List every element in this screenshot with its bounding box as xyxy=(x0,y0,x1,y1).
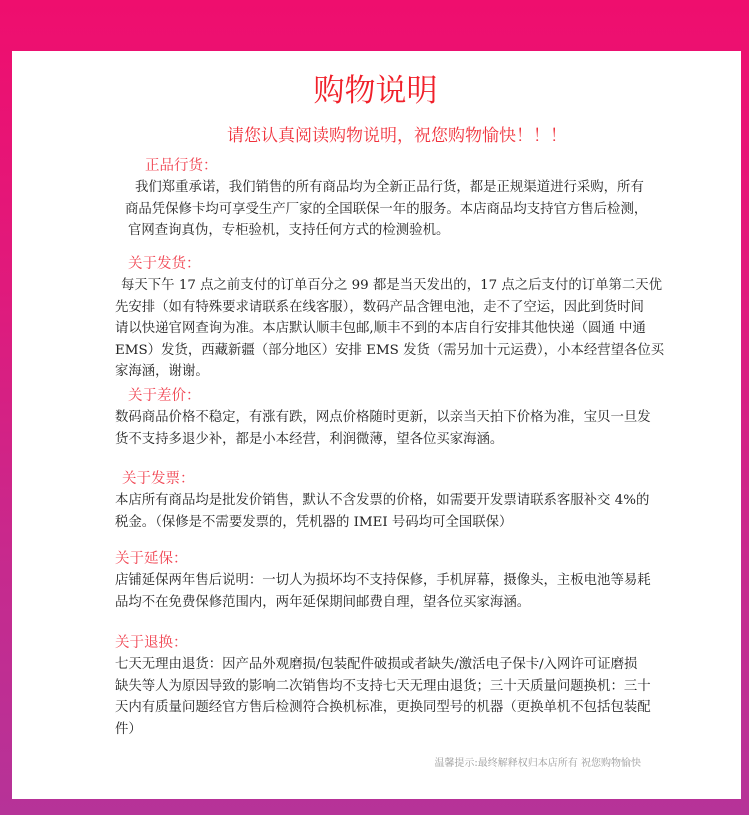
section-line: 家海涵，谢谢。 xyxy=(115,364,209,379)
section-line: EMS）发货，西藏新疆（部分地区）安排 EMS 发货（需另加十元运费），小本经营望各位买 xyxy=(115,342,665,358)
section-price-difference xyxy=(115,386,651,450)
section-line: 天内有质量问题经官方售后检测符合换机标准，更换同型号的机器（更换单机不包括包装配 xyxy=(115,700,651,715)
section-line: 先安排（如有特殊要求请联系在线客服），数码产品含锂电池，走不了空运，因此到货时间 xyxy=(115,299,644,315)
section-genuine xyxy=(125,156,648,242)
content-panel xyxy=(12,51,741,799)
section-line: 请以快递官网查询为准。本店默认顺丰包邮,顺丰不到的本店自行安排其他快递（圆通 中通 xyxy=(115,321,646,336)
section-line: 店铺延保两年售后说明：一切人为损坏均不支持保修，手机屏幕，摄像头，主板电池等易耗 xyxy=(115,573,651,588)
section-line: 我们郑重承诺，我们销售的所有商品均为全新正品行货，都是正规渠道进行采购，所有 xyxy=(135,180,644,195)
section-line: 货不支持多退少补，都是小本经营，利润微薄，望各位买家海涵。 xyxy=(115,431,504,447)
section-returns xyxy=(115,633,651,740)
section-heading: 关于延保： xyxy=(115,551,188,567)
section-heading: 关于发票： xyxy=(122,471,195,487)
section-shipping xyxy=(115,254,664,383)
section-line: 缺失等人为原因导致的影响二次销售均不支持七天无理由退货；三十天质量问题换机：三十 xyxy=(115,678,651,694)
page-subtitle: 请您认真阅读购物说明，祝您购物愉快！！！ xyxy=(227,126,567,146)
section-invoice xyxy=(115,469,649,533)
section-extended-warranty xyxy=(115,549,651,613)
section-line: 本店所有商品均是批发价销售，默认不含发票的价格，如需要开发票请联系客服补交 4%的 xyxy=(115,493,650,508)
section-heading: 关于发货： xyxy=(128,256,201,272)
section-line: 件） xyxy=(115,721,142,737)
page-title: 购物说明 xyxy=(313,73,438,109)
section-line: 每天下午 17 点之前支付的订单百分之 99 都是当天发出的，17 点之后支付的订单第二天优 xyxy=(121,278,663,293)
section-line: 商品凭保修卡均可享受生产厂家的全国联保一年的服务。本店商品均支持官方售后检测， xyxy=(125,201,648,217)
section-line: 数码商品价格不稳定，有涨有跌，网点价格随时更新，以亲当天拍下价格为准，宝贝一旦发 xyxy=(115,410,651,425)
section-line: 税金。（保修是不需要发票的，凭机器的 IMEI 号码均可全国联保） xyxy=(115,514,513,530)
section-line: 七天无理由退货：因产品外观磨损/包装配件破损或者缺失/激活电子保卡/入网许可证磨损 xyxy=(115,657,638,672)
section-heading: 关于差价： xyxy=(128,388,201,404)
section-line: 品均不在免费保修范围内，两年延保期间邮费自理，望各位买家海涵。 xyxy=(115,594,531,610)
section-line: 官网查询真伪，专柜验机，支持任何方式的检测验机。 xyxy=(128,223,450,238)
section-heading: 正品行货： xyxy=(145,158,218,174)
footer-note: 温馨提示:最终解释权归本店所有 祝您购物愉快 xyxy=(434,758,641,769)
section-heading: 关于退换： xyxy=(115,635,188,651)
